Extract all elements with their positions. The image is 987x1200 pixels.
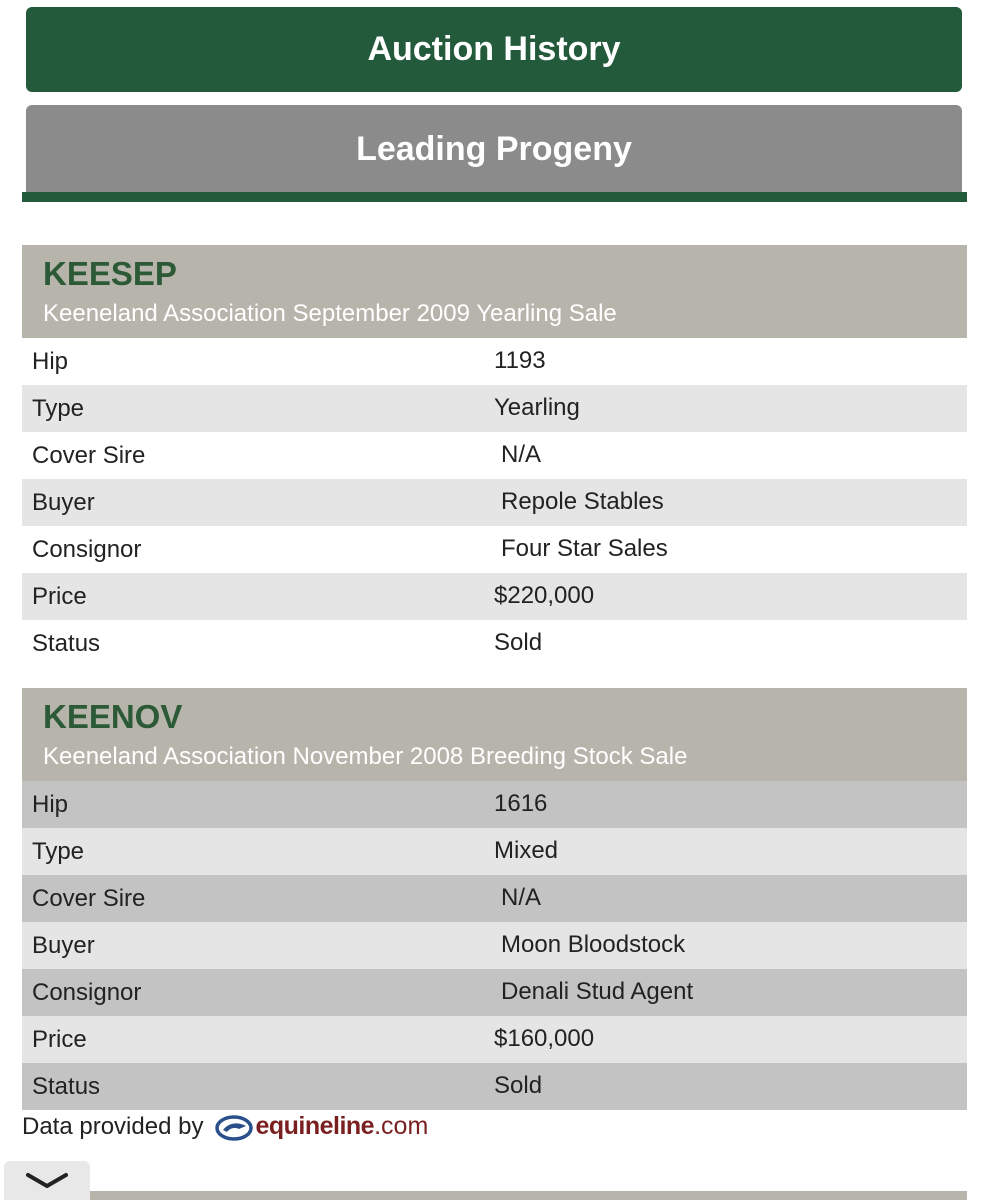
row-label: Buyer [32,932,95,959]
collapse-button[interactable] [4,1161,90,1200]
row-value: Sold [494,1072,543,1099]
row-value: Four Star Sales [501,535,668,562]
sale-header [22,688,967,781]
data-credit [22,1112,428,1141]
row-label: Type [32,838,85,865]
row-label: Consignor [32,536,142,563]
row-value: N/A [501,884,542,911]
table-row-status [22,1063,967,1110]
row-label: Hip [32,348,69,375]
table-row-price [22,573,967,620]
sale-header [22,245,967,338]
table-row-status [22,620,967,667]
row-value: $160,000 [494,1025,595,1052]
row-value: Sold [494,629,543,656]
table-row-hip [22,338,967,385]
next-section-header [90,1191,967,1200]
row-label: Price [32,583,87,610]
sale-card-keesep [22,245,967,667]
row-value: 1616 [494,790,548,817]
credit-text: Data provided by [22,1112,204,1140]
table-row-cover-sire [22,875,967,922]
tab-leading-progeny[interactable] [26,105,962,193]
table-row-cover-sire [22,432,967,479]
row-label: Hip [32,791,69,818]
row-value: $220,000 [494,582,595,609]
row-label: Buyer [32,489,95,516]
row-label: Cover Sire [32,442,146,469]
sale-name: Keeneland Association September 2009 Yearling Sale [43,300,617,327]
row-value: 1193 [494,347,546,374]
table-row-consignor [22,969,967,1016]
table-row-type [22,828,967,875]
table-row-consignor [22,526,967,573]
tab-auction-history-label: Auction History [367,30,621,68]
row-label: Price [32,1026,87,1053]
row-label: Status [32,630,101,657]
chevron-down-icon [24,1171,70,1191]
equineline-logo[interactable] [215,1112,428,1141]
sale-code: KEENOV [43,698,183,735]
row-value: N/A [501,441,542,468]
tab-underline [22,192,967,202]
table-row-buyer [22,479,967,526]
sale-code: KEESEP [43,255,177,292]
row-label: Consignor [32,979,142,1006]
row-value: Denali Stud Agent [501,978,694,1005]
table-row-type [22,385,967,432]
row-value: Yearling [494,394,580,421]
logo-suffix: .com [374,1112,429,1140]
table-row-buyer [22,922,967,969]
tab-leading-progeny-label: Leading Progeny [356,129,632,168]
row-label: Type [32,395,85,422]
sale-name: Keeneland Association November 2008 Breeding Stock Sale [43,743,688,770]
row-label: Status [32,1073,101,1100]
row-value: Moon Bloodstock [501,931,686,958]
sale-card-keenov [22,688,967,1110]
tab-auction-history[interactable] [26,7,962,92]
table-row-hip [22,781,967,828]
row-value: Repole Stables [501,488,664,515]
row-value: Mixed [494,837,559,864]
equineline-logo-icon [215,1113,255,1141]
table-row-price [22,1016,967,1063]
row-label: Cover Sire [32,885,146,912]
logo-text: equineline [255,1112,375,1140]
